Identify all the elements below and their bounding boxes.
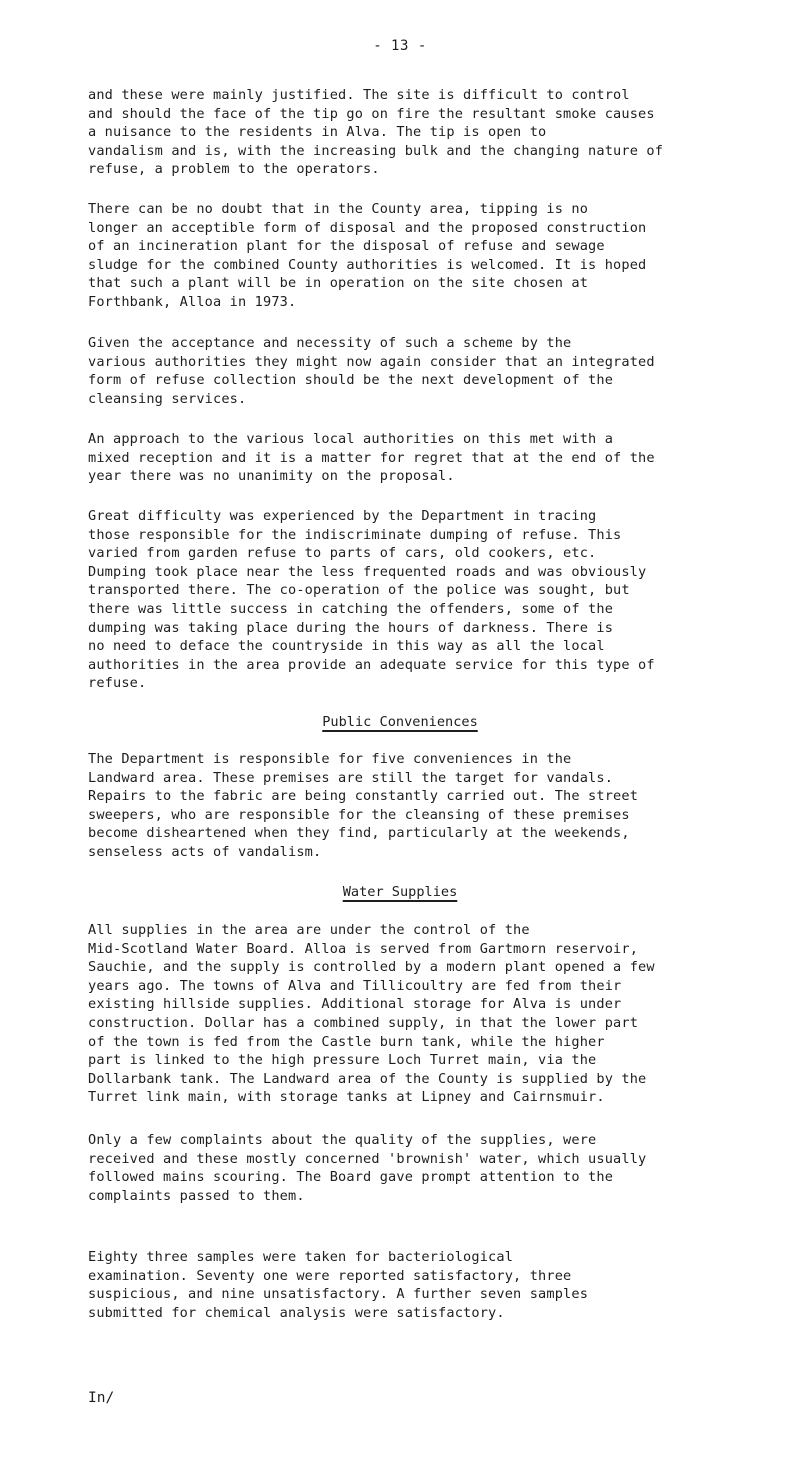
heading-public-conveniences-text: Public Conveniences: [322, 714, 478, 730]
paragraph-incineration-plant: There can be no doubt that in the County area, tipping is no longer an acceptible form of disposal and the proposed construction of an incineration plant for the disposal of refuse and sewage sludge for the combined County authorities is welcomed. It is hoped that such a plant will be in operation on the site chosen at Forthbank, Alloa in 1973.: [88, 201, 647, 310]
heading-water-supplies: [0, 883, 800, 901]
heading-water-supplies-text: Water Supplies: [342, 884, 458, 900]
paragraph-indiscriminate-dumping: Great difficulty was experienced by the Department in tracing those responsible for the indiscriminate dumping of refuse. This varied from garden refuse to parts of cars, old cookers, etc. Dumping took place near the less frequented roads and was obviously transported there. The co-operation of the police was sought, but there was little success in catching the offenders, some of the dumping was taking place during the hours of darkness. There is no need to deface the countryside in this way as all the local authorities in the area provide an adequate service for this type of refuse.: [88, 508, 655, 692]
paragraph-tip-problems: and these were mainly justified. The site is difficult to control and should the face of the tip go on fire the resultant smoke causes a nuisance to the residents in Alva. The tip is open to vandalism and is, with the increasing bulk and the changing nature of refuse, a problem to the operators.: [88, 87, 664, 178]
paragraph-local-authorities: An approach to the various local authorities on this met with a mixed reception and it is a matter for regret that at the end of the year there was no unanimity on the proposal.: [88, 431, 655, 485]
catchword: In/: [88, 1390, 115, 1406]
paragraph-integrated-collection: Given the acceptance and necessity of such a scheme by the various authorities they might now again consider that an integrated form of refuse collection should be the next development of the cleansing services.: [88, 335, 655, 407]
paragraph-complaints: Only a few complaints about the quality of the supplies, were received and these mostly concerned 'brownish' water, which usually followed mains scouring. The Board gave prompt attention to the complaints passed to them.: [88, 1132, 647, 1204]
paragraph-samples: Eighty three samples were taken for bacteriological examination. Seventy one were reported satisfactory, three suspicious, and nine unsatisfactory. A further seven samples submitted for chemical analysis were satisfactory.: [88, 1249, 589, 1321]
paragraph-water-supplies: All supplies in the area are under the control of the Mid-Scotland Water Board. Alloa is served from Gartmorn reservoir, Sauchie, and the supply is controlled by a modern plant opened a few years ago. The towns of Alva and Tillicoultry are fed from their existing hillside supplies. Additional storage for Alva is under construction. Dollar has a combined supply, in that the lower part of the town is fed from the Castle burn tank, while the higher part is linked to the high pressure Loch Turret main, via the Dollarbank tank. The Landward area of the County is supplied by the Turret link main, with storage tanks at Lipney and Cairnsmuir.: [88, 922, 655, 1106]
paragraph-public-conveniences: The Department is responsible for five conveniences in the Landward area. These premises are still the target for vandals. Repairs to the fabric are being constantly carried out. The street sweepers, who are responsible for the cleansing of these premises become disheartened when they find, particularly at the weekends, senseless acts of vandalism.: [88, 751, 639, 860]
heading-public-conveniences: [0, 713, 800, 731]
page-number: - 13 -: [373, 38, 427, 54]
